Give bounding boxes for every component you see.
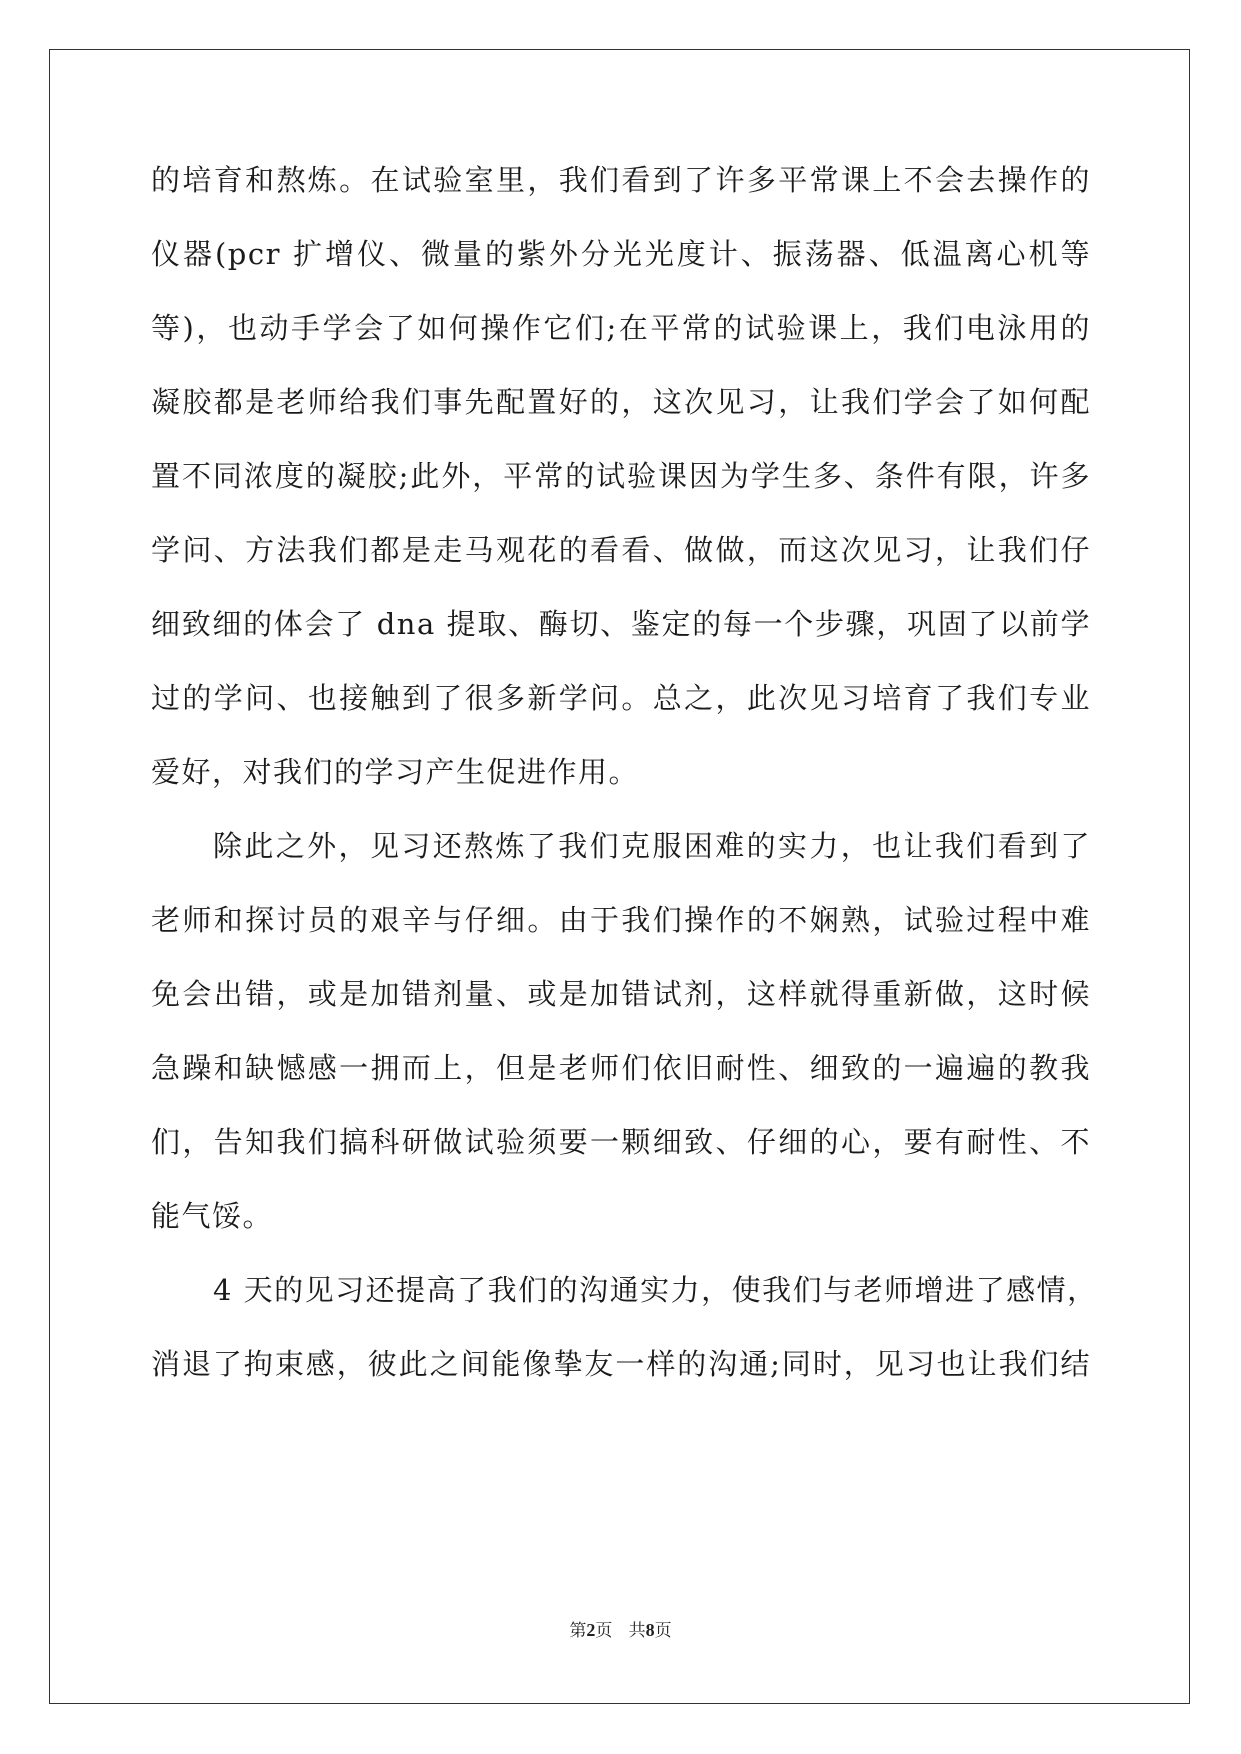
paragraph-first-line: 4 天的见习还提高了我们的沟通实力，使我们与老师增进了感情， [213, 1273, 1098, 1307]
text-line: 们，告知我们搞科研做试验须要一颗细致、仔细的心，要有耐性、不 [151, 1125, 1091, 1159]
page-label-suffix: 页 [595, 1621, 613, 1641]
page-footer [0, 1616, 1241, 1641]
text-line: 置不同浓度的凝胶;此外，平常的试验课因为学生多、条件有限，许多 [151, 459, 1091, 493]
total-label-prefix: 共 [628, 1621, 646, 1641]
text-line: 过的学问、也接触到了很多新学问。总之，此次见习培育了我们专业 [151, 681, 1091, 715]
total-pages: 8 [645, 1620, 655, 1640]
text-line: 免会出错，或是加错剂量、或是加错试剂，这样就得重新做，这时候 [151, 977, 1091, 1011]
text-line: 能气馁。 [151, 1199, 274, 1233]
text-line: 细致细的体会了 dna 提取、酶切、鉴定的每一个步骤，巩固了以前学 [151, 607, 1091, 641]
text-line: 学问、方法我们都是走马观花的看看、做做，而这次见习，让我们仔 [151, 533, 1091, 567]
text-line: 的培育和熬炼。在试验室里，我们看到了许多平常课上不会去操作的 [151, 163, 1091, 197]
page-border [49, 49, 1190, 1704]
page-number: 2 [586, 1620, 596, 1640]
paragraph-first-line: 除此之外，见习还熬炼了我们克服困难的实力，也让我们看到了 [213, 829, 1091, 863]
text-line: 仪器(pcr 扩增仪、微量的紫外分光光度计、振荡器、低温离心机等 [151, 237, 1091, 271]
text-line: 急躁和缺憾感一拥而上，但是老师们依旧耐性、细致的一遍遍的教我 [151, 1051, 1091, 1085]
text-line: 等)，也动手学会了如何操作它们;在平常的试验课上，我们电泳用的 [151, 311, 1091, 345]
text-line: 消退了拘束感，彼此之间能像挚友一样的沟通;同时，见习也让我们结 [151, 1347, 1091, 1381]
total-label-suffix: 页 [654, 1621, 672, 1641]
text-line: 凝胶都是老师给我们事先配置好的，这次见习，让我们学会了如何配 [151, 385, 1091, 419]
text-line: 爱好，对我们的学习产生促进作用。 [151, 755, 640, 789]
text-line: 老师和探讨员的艰辛与仔细。由于我们操作的不娴熟，试验过程中难 [151, 903, 1091, 937]
page-label-prefix: 第 [569, 1621, 587, 1641]
